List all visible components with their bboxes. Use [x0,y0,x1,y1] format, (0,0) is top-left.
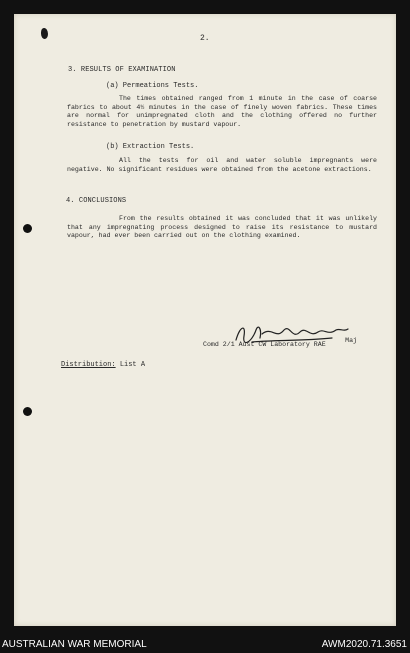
distribution-line [61,361,145,369]
page-number: 2. [200,34,210,43]
permeation-paragraph [67,95,377,129]
permeation-text: The times obtained ranged from 1 minute in the case of coarse fabrics to about 4½ minutes in the case of finely woven fabrics. These times are normal for unimpregnated cloth and the clothing offered no further resistance to penetration by mustard vapour. [67,95,377,128]
extraction-heading: (b) Extraction Tests. [106,143,195,151]
document-page [14,14,396,626]
conclusions-text: From the results obtained it was concluded that it was unlikely that any impregnating process designed to raise its resistance to mustard vapour, had ever been carried out on the clothing examined. [67,215,377,240]
ink-mark [41,28,48,39]
signature-rank: Maj [345,337,357,344]
punch-hole-bottom [23,407,32,416]
conclusions-heading: 4. CONCLUSIONS [66,197,127,205]
signature-block [203,337,363,350]
extraction-text: All the tests for oil and water soluble impregnants were negative. No significant residues were obtained from the acetone extractions. [67,157,377,173]
permeation-heading: (a) Permeations Tests. [106,82,199,90]
extraction-paragraph [67,157,377,174]
punch-hole-top [23,224,32,233]
footer-institution: AUSTRALIAN WAR MEMORIAL [2,639,147,650]
footer-accession-number: AWM2020.71.3651 [321,639,407,650]
distribution-value: List A [119,361,146,369]
results-heading: 3. RESULTS OF EXAMINATION [68,66,176,74]
conclusions-paragraph [67,215,377,241]
distribution-label: Distribution: [61,361,116,369]
signature-title: Comd 2/1 Aust CW Laboratory RAE [203,341,326,348]
